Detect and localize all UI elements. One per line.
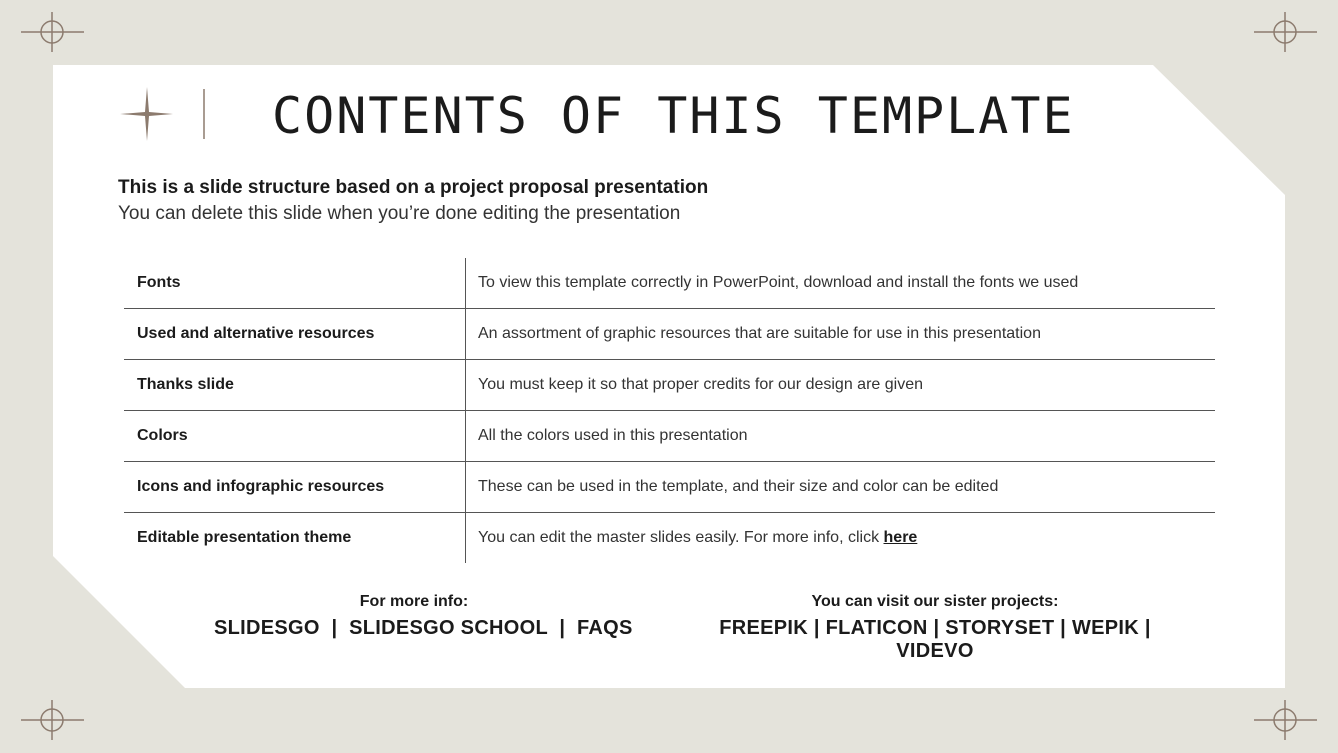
table-row bbox=[124, 411, 1215, 462]
footer-left bbox=[214, 593, 633, 640]
crosshair-icon bbox=[19, 700, 85, 740]
subtitle-bold: This is a slide structure based on a project proposal presentation bbox=[118, 177, 709, 198]
row-key: Colors bbox=[124, 411, 466, 462]
crosshair-icon bbox=[1252, 700, 1318, 740]
footer-right-heading: You can visit our sister projects: bbox=[811, 593, 1059, 610]
row-value: These can be used in the template, and their size and color can be edited bbox=[466, 462, 1216, 513]
crosshair-icon bbox=[1252, 12, 1318, 52]
page-title: CONTENTS OF THIS TEMPLATE bbox=[272, 87, 1075, 145]
table-row bbox=[124, 513, 1215, 564]
table-row bbox=[124, 462, 1215, 513]
table-row bbox=[124, 258, 1215, 309]
footer-right-links[interactable]: FREEPIK | FLATICON | STORYSET | WEPIK | VIDEVO bbox=[719, 617, 1151, 662]
subtitle: You can delete this slide when you’re done editing the presentation bbox=[118, 203, 681, 224]
row-key: Fonts bbox=[124, 258, 466, 309]
sparkle-icon bbox=[118, 86, 218, 142]
row-value-text: You can edit the master slides easily. For more info, click bbox=[478, 529, 884, 546]
row-key: Icons and infographic resources bbox=[124, 462, 466, 513]
table-row bbox=[124, 309, 1215, 360]
row-key: Editable presentation theme bbox=[124, 513, 466, 564]
row-key: Thanks slide bbox=[124, 360, 466, 411]
footer-left-heading: For more info: bbox=[359, 593, 469, 610]
footer-right bbox=[685, 593, 1185, 663]
contents-table bbox=[124, 258, 1215, 563]
footer-left-links[interactable]: SLIDESGO | SLIDESGO SCHOOL | FAQS bbox=[214, 617, 633, 639]
row-value: To view this template correctly in PowerPoint, download and install the fonts we used bbox=[466, 258, 1216, 309]
row-value: All the colors used in this presentation bbox=[466, 411, 1216, 462]
table-row bbox=[124, 360, 1215, 411]
row-value bbox=[466, 513, 1216, 564]
row-value: An assortment of graphic resources that are suitable for use in this presentation bbox=[466, 309, 1216, 360]
crosshair-icon bbox=[19, 12, 85, 52]
row-value: You must keep it so that proper credits for our design are given bbox=[466, 360, 1216, 411]
here-link[interactable]: here bbox=[883, 529, 918, 546]
row-key: Used and alternative resources bbox=[124, 309, 466, 360]
